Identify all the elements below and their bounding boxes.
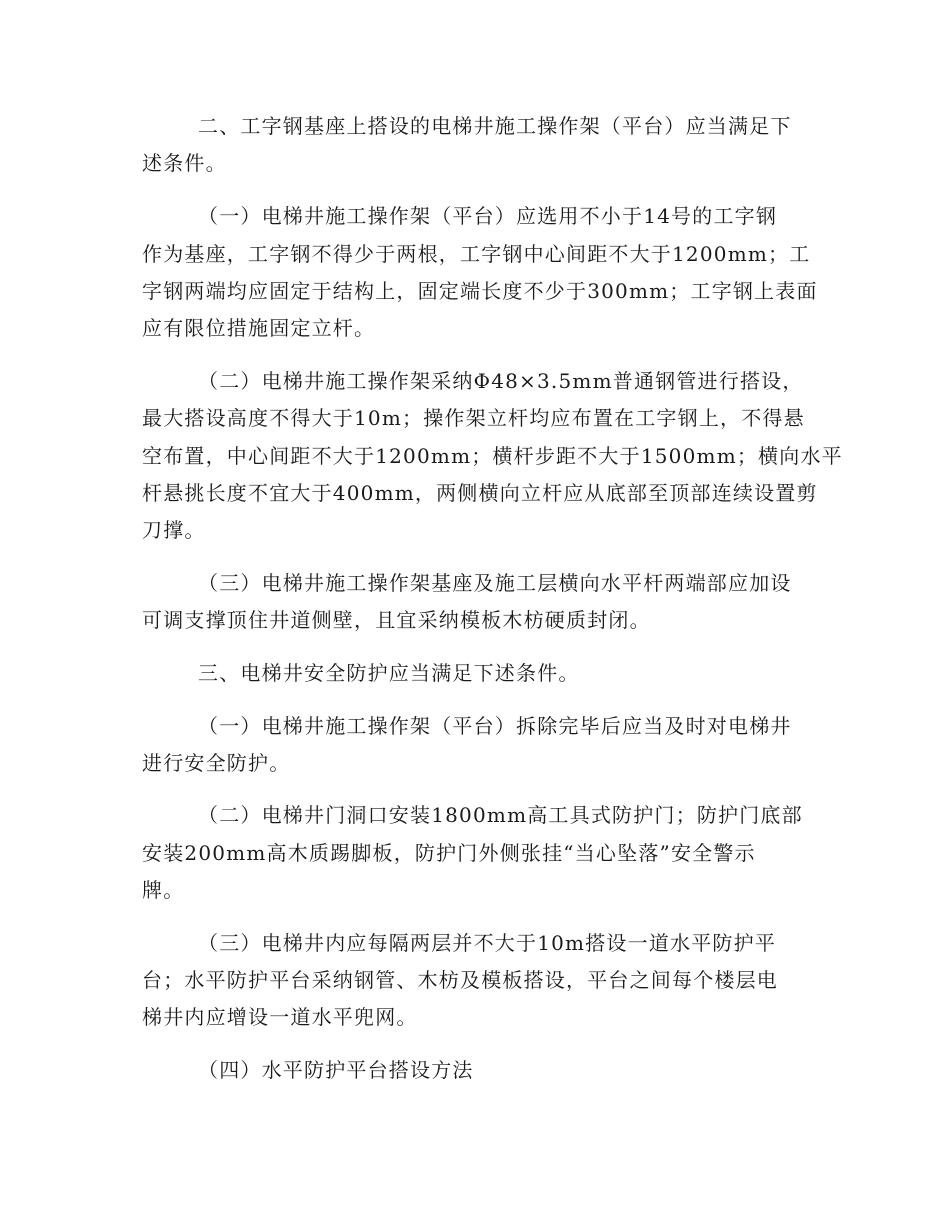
text-line: 梯井内应增设一道水平兜网。	[142, 1005, 418, 1029]
text-line: 台；水平防护平台采纳钢管、木枋及模板搭设，平台之间每个楼层电	[142, 968, 778, 992]
text-line: 牌。	[142, 878, 185, 902]
text-line: 可调支撑顶住井道侧壁，且宜采纳模板木枋硬质封闭。	[142, 608, 651, 632]
text-line: 最大搭设高度不得大于10m；操作架立杆均应布置在工字钢上，不得悬	[142, 406, 805, 430]
text-line: 述条件。	[142, 151, 227, 175]
text-line: 作为基座，工字钢不得少于两根，工字钢中心间距不大于1200mm；工	[142, 242, 811, 266]
heading-section-three: 三、电梯井安全防护应当满足下述条件。	[198, 661, 580, 685]
text-line: 应有限位措施固定立杆。	[142, 316, 376, 340]
text-line: 刀撑。	[142, 518, 206, 542]
text-line: （二）电梯井门洞口安装1800mm高工具式防护门；防护门底部	[198, 803, 803, 827]
heading-section-two: 二、工字钢基座上搭设的电梯井施工操作架（平台）应当满足下	[198, 114, 792, 138]
text-line: 进行安全防护。	[142, 751, 291, 775]
text-line: （二）电梯井施工操作架采纳Φ48×3.5mm普通钢管进行搭设，	[198, 369, 804, 393]
text-line: 空布置，中心间距不大于1200mm；横杆步距不大于1500mm；横向水平	[142, 444, 843, 468]
text-line: 字钢两端均应固定于结构上，固定端长度不少于300mm；工字钢上表面	[142, 279, 818, 303]
text-line: （一）电梯井施工操作架（平台）拆除完毕后应当及时对电梯井	[198, 714, 792, 738]
text-line: （四）水平防护平台搭设方法	[198, 1058, 474, 1082]
text-line: （一）电梯井施工操作架（平台）应选用不小于14号的工字钢	[198, 204, 778, 228]
text-line: （三）电梯井内应每隔两层并不大于10m搭设一道水平防护平	[198, 931, 777, 955]
text-line: 安装200mm高木质踢脚板，防护门外侧张挂“当心坠落”安全警示	[142, 841, 756, 865]
text-line: （三）电梯井施工操作架基座及施工层横向水平杆两端部应加设	[198, 571, 792, 595]
text-line: 杆悬挑长度不宜大于400mm，两侧横向立杆应从底部至顶部连续设置剪	[142, 481, 818, 505]
